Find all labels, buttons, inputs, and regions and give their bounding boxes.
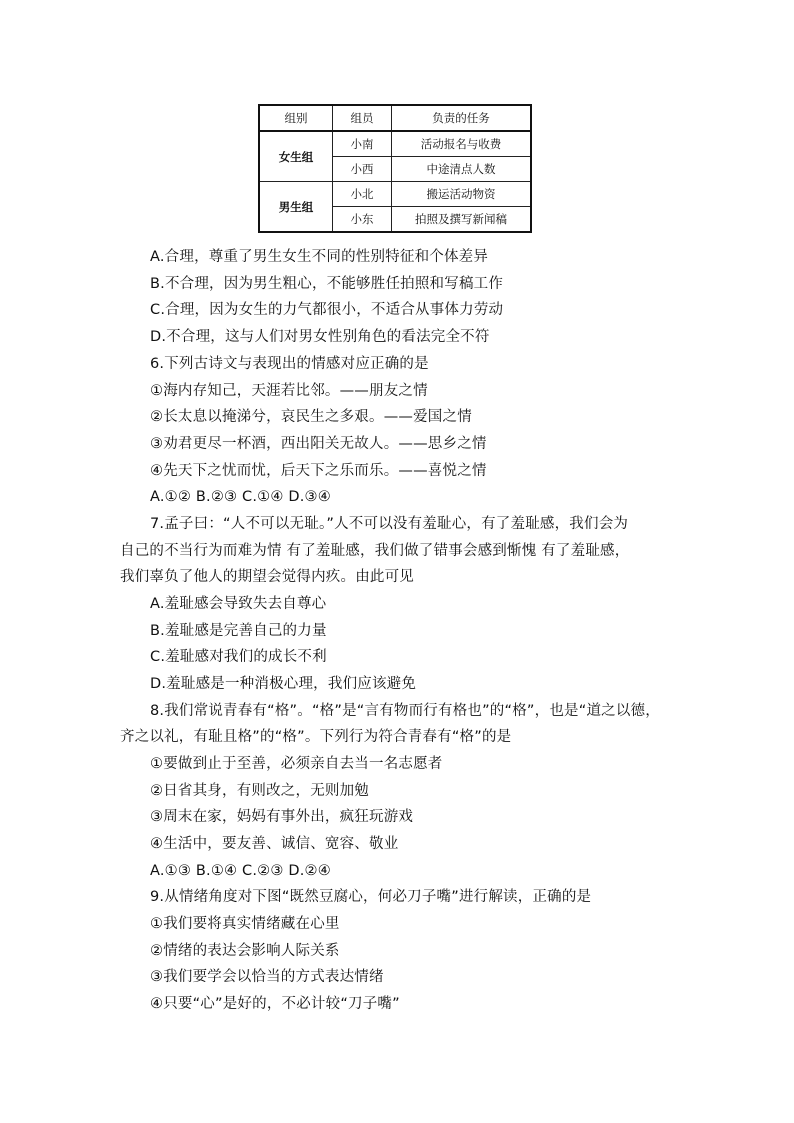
table-row	[259, 182, 531, 207]
q7-option-a: A.羞耻感会导致失去自尊心	[150, 596, 327, 612]
q9-item-2: ②情绪的表达会影响人际关系	[150, 943, 340, 959]
task-cell: 拍照及撰写新闻稿	[392, 207, 532, 233]
q9-stem: 9.从情绪角度对下图“既然豆腐心，何必刀子嘴”进行解读，正确的是	[150, 889, 592, 905]
q8-item-1: ①要做到止于至善，必须亲自去当一名志愿者	[150, 756, 443, 772]
q6-item-1: ①海内存知己，天涯若比邻。——朋友之情	[150, 383, 428, 399]
q7-option-b: B.羞耻感是完善自己的力量	[150, 623, 327, 639]
q7-stem-line2: 自己的不当行为而难为情 有了羞耻感，我们做了错事会感到惭愧 有了羞耻感，	[120, 543, 630, 559]
q6-item-4: ④先天下之忧而忧，后天下之乐而乐。——喜悦之情	[150, 463, 487, 479]
task-cell: 活动报名与收费	[392, 131, 532, 157]
group-girls: 女生组	[259, 131, 333, 182]
q7-stem-line1: 7.孟子曰：“人不可以无耻。”人不可以没有羞耻心，有了羞耻感，我们会为	[150, 516, 629, 532]
q5-option-b: B.不合理，因为男生粗心，不能够胜任拍照和写稿工作	[150, 276, 504, 292]
task-cell: 搬运活动物资	[392, 182, 532, 207]
q5-option-d: D.不合理，这与人们对男女性别角色的看法完全不符	[150, 329, 490, 345]
q7-option-d: D.羞耻感是一种消极心理，我们应该避免	[150, 676, 417, 692]
q8-item-3: ③周末在家，妈妈有事外出，疯狂玩游戏	[150, 809, 414, 825]
member-cell: 小西	[333, 157, 392, 182]
q6-stem: 6.下列古诗文与表现出的情感对应正确的是	[150, 356, 429, 372]
task-assignment-table	[258, 104, 532, 233]
q9-item-1: ①我们要将真实情绪藏在心里	[150, 916, 340, 932]
q6-item-2: ②长太息以掩涕兮，哀民生之多艰。——爱国之情	[150, 409, 472, 425]
table-header-row	[259, 105, 531, 131]
q7-option-c: C.羞耻感对我们的成长不利	[150, 649, 327, 665]
header-member: 组员	[333, 105, 392, 131]
member-cell: 小北	[333, 182, 392, 207]
q5-option-c: C.合理，因为女生的力气都很小，不适合从事体力劳动	[150, 302, 504, 318]
q8-stem-line2: 齐之以礼，有耻且格”的“格”。下列行为符合青春有“格”的是	[120, 729, 512, 745]
q8-item-4: ④生活中，要友善、诚信、宽容、敬业	[150, 836, 399, 852]
task-cell: 中途清点人数	[392, 157, 532, 182]
q8-options: A.①③ B.①④ C.②③ D.②④	[150, 863, 331, 879]
q8-item-2: ②日省其身，有则改之，无则加勉	[150, 783, 369, 799]
q6-options: A.①② B.②③ C.①④ D.③④	[150, 489, 331, 505]
table-row	[259, 131, 531, 157]
q9-item-3: ③我们要学会以恰当的方式表达情绪	[150, 969, 384, 985]
q5-option-a: A.合理，尊重了男生女生不同的性别特征和个体差异	[150, 249, 489, 265]
group-boys: 男生组	[259, 182, 333, 233]
member-cell: 小南	[333, 131, 392, 157]
q9-item-4: ④只要“心”是好的，不必计较“刀子嘴”	[150, 996, 400, 1012]
q7-stem-line3: 我们辜负了他人的期望会觉得内疚。由此可见	[120, 569, 414, 585]
q6-item-3: ③劝君更尽一杯酒，西出阳关无故人。——思乡之情	[150, 436, 487, 452]
q8-stem-line1: 8.我们常说青春有“格”。“格”是“言有物而行有格也”的“格”，也是“道之以德，	[150, 703, 660, 719]
member-cell: 小东	[333, 207, 392, 233]
header-group: 组别	[259, 105, 333, 131]
header-task: 负责的任务	[392, 105, 532, 131]
